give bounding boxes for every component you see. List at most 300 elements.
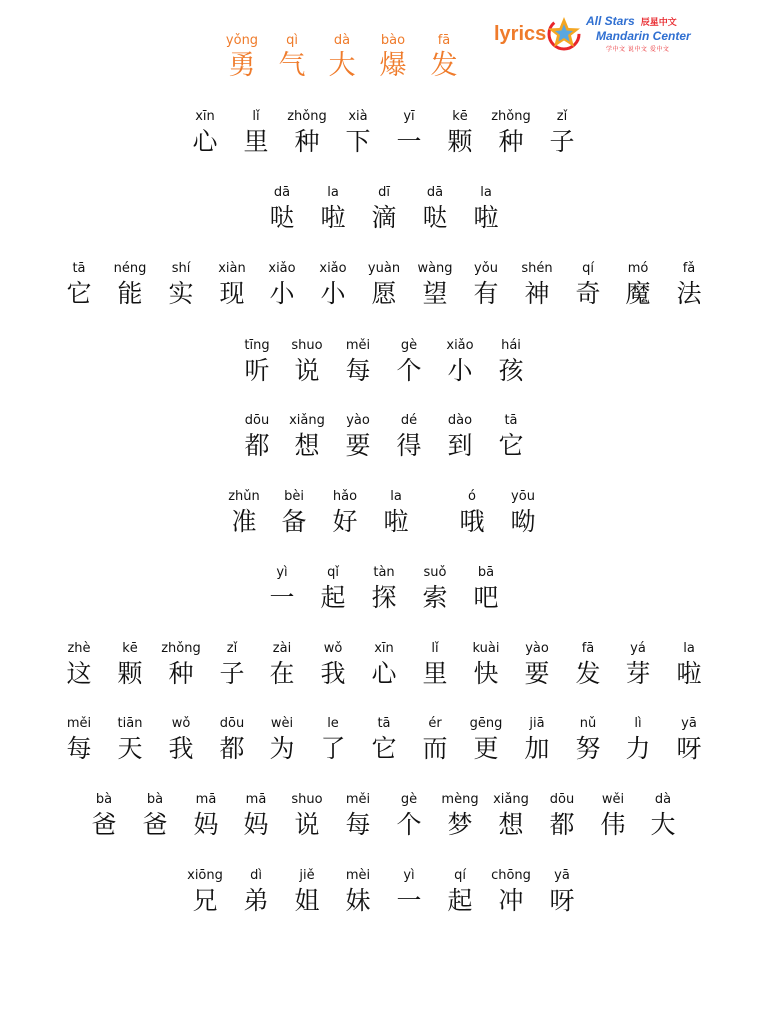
lyric-character [318, 488, 372, 538]
lyric-character [306, 564, 360, 614]
pinyin: xiǎo [446, 338, 474, 353]
lyric-character [369, 488, 423, 538]
logo-title: All Stars 辰星中文 [586, 14, 677, 28]
hanzi: 这 [66, 659, 92, 688]
lyric-character [357, 260, 411, 310]
pinyin: tīng [244, 338, 270, 353]
lyric-line [0, 867, 768, 923]
pinyin: qì [286, 33, 298, 48]
pinyin: wǒ [171, 716, 191, 731]
lyric-character [306, 640, 360, 690]
lyric-character [52, 640, 106, 690]
pinyin: yuàn [367, 261, 401, 276]
hanzi: 气 [278, 50, 306, 81]
hanzi: 啦 [320, 203, 346, 232]
hanzi: 它 [371, 734, 397, 763]
lyric-character [230, 412, 284, 462]
hanzi: 想 [498, 810, 524, 839]
hanzi: 吧 [473, 583, 499, 612]
lyric-character [103, 640, 157, 690]
pinyin: lì [634, 716, 642, 731]
pinyin: la [390, 489, 402, 504]
lyric-character [52, 260, 106, 310]
hanzi: 颗 [447, 127, 473, 156]
lyric-character [382, 867, 436, 917]
lyric-line [0, 108, 768, 164]
pinyin: xiǎo [319, 261, 347, 276]
song-title [0, 32, 768, 88]
pinyin: shén [521, 261, 553, 276]
lyric-character [357, 184, 411, 234]
lyric-character [382, 108, 436, 158]
lyric-character [280, 867, 334, 917]
hanzi: 一 [269, 583, 295, 612]
hanzi: 愿 [371, 279, 397, 308]
lyric-character [205, 640, 259, 690]
hanzi: 到 [447, 431, 473, 460]
hanzi: 起 [447, 886, 473, 915]
pinyin: yōu [511, 489, 535, 504]
pinyin: dé [400, 413, 418, 428]
pinyin: yì [403, 868, 415, 883]
pinyin: měi [345, 338, 371, 353]
pinyin: tàn [373, 565, 395, 580]
lyric-character [215, 32, 269, 82]
pinyin: gè [400, 338, 418, 353]
hanzi: 它 [498, 431, 524, 460]
lyric-character [484, 108, 538, 158]
hanzi: 在 [269, 659, 295, 688]
hanzi: 说 [294, 810, 320, 839]
lyric-character [265, 32, 319, 82]
pinyin: kē [122, 641, 138, 656]
lyric-line [0, 260, 768, 316]
lyric-character [510, 260, 564, 310]
lyric-character [315, 32, 369, 82]
lyric-character [357, 640, 411, 690]
lyric-character [280, 337, 334, 387]
lyric-character [535, 867, 589, 917]
lyric-character [331, 108, 385, 158]
hanzi: 能 [117, 279, 143, 308]
lyric-character [535, 108, 589, 158]
pinyin: yǒu [474, 261, 498, 276]
hanzi: 小 [269, 279, 295, 308]
pinyin: wèi [270, 716, 294, 731]
hanzi: 一 [396, 886, 422, 915]
hanzi: 发 [430, 50, 458, 81]
hanzi: 伟 [600, 810, 626, 839]
hanzi: 现 [219, 279, 245, 308]
lyric-character [459, 564, 513, 614]
hanzi: 啦 [473, 203, 499, 232]
lyric-character [255, 564, 309, 614]
pinyin: bào [380, 33, 406, 48]
lyric-character [154, 640, 208, 690]
hanzi: 个 [396, 810, 422, 839]
logo-chinese-name: 辰星中文 [640, 17, 677, 27]
pinyin: měi [66, 716, 92, 731]
pinyin: suǒ [423, 565, 447, 580]
pinyin: shuo [291, 792, 323, 807]
lyric-character [433, 108, 487, 158]
hanzi: 梦 [447, 810, 473, 839]
lyric-character [433, 412, 487, 462]
pinyin: mā [245, 792, 267, 807]
pinyin: dōu [219, 716, 245, 731]
pinyin: hái [501, 338, 521, 353]
lyric-character [586, 791, 640, 841]
pinyin: shí [171, 261, 191, 276]
hanzi: 有 [473, 279, 499, 308]
hanzi: 姐 [294, 886, 320, 915]
pinyin: gēng [469, 716, 503, 731]
lyric-character [154, 715, 208, 765]
lyric-character [535, 791, 589, 841]
lyric-character [662, 715, 716, 765]
lyric-character [662, 640, 716, 690]
lyric-character [611, 260, 665, 310]
pinyin: yā [554, 868, 570, 883]
pinyin: fā [581, 641, 595, 656]
pinyin: tā [377, 716, 391, 731]
lyric-character [408, 184, 462, 234]
pinyin: xiǎo [268, 261, 296, 276]
hanzi: 努 [575, 734, 601, 763]
lyric-character [229, 108, 283, 158]
hanzi: 里 [243, 127, 269, 156]
pinyin: yá [630, 641, 646, 656]
pinyin: dào [447, 413, 473, 428]
pinyin: jiě [299, 868, 315, 883]
pinyin: lǐ [431, 641, 439, 656]
hanzi: 听 [244, 356, 270, 385]
lyric-character [306, 260, 360, 310]
pinyin: kē [452, 109, 468, 124]
lyric-character [255, 640, 309, 690]
lyric-character [77, 791, 131, 841]
lyric-character [103, 260, 157, 310]
pinyin: hǎo [332, 489, 358, 504]
lyric-character [357, 715, 411, 765]
hanzi: 每 [345, 810, 371, 839]
hanzi: 望 [422, 279, 448, 308]
lyric-character [496, 488, 550, 538]
lyric-character [408, 640, 462, 690]
pinyin: yào [346, 413, 370, 428]
hanzi: 快 [473, 659, 499, 688]
pinyin: xiōng [187, 868, 223, 883]
pinyin: bèi [284, 489, 304, 504]
hanzi: 每 [345, 356, 371, 385]
hanzi: 了 [320, 734, 346, 763]
pinyin: yā [681, 716, 697, 731]
lyric-character [433, 867, 487, 917]
lyric-character [484, 867, 538, 917]
hanzi: 天 [117, 734, 143, 763]
pinyin: xiàn [218, 261, 246, 276]
lyric-character [267, 488, 321, 538]
pinyin: la [327, 185, 339, 200]
lyric-character [178, 867, 232, 917]
hanzi: 啦 [383, 507, 409, 536]
pinyin: fā [437, 33, 451, 48]
hanzi: 小 [447, 356, 473, 385]
lyric-character [306, 715, 360, 765]
logo-subtitle: Mandarin Center [596, 29, 691, 43]
pinyin: ér [428, 716, 442, 731]
lyric-character [561, 260, 615, 310]
lyric-character [662, 260, 716, 310]
pinyin: tā [504, 413, 518, 428]
hanzi: 魔 [625, 279, 651, 308]
lyric-character [510, 715, 564, 765]
hanzi: 我 [168, 734, 194, 763]
hanzi: 为 [269, 734, 295, 763]
pinyin: la [480, 185, 492, 200]
pinyin: mèng [441, 792, 479, 807]
pinyin: wǒ [323, 641, 343, 656]
hanzi: 都 [219, 734, 245, 763]
pinyin: yī [403, 109, 415, 124]
pinyin: bā [477, 565, 495, 580]
pinyin: dà [654, 792, 672, 807]
hanzi: 妈 [243, 810, 269, 839]
lyric-line [0, 564, 768, 620]
lyric-character [445, 488, 499, 538]
hanzi: 要 [524, 659, 550, 688]
pinyin: qí [582, 261, 594, 276]
hanzi: 加 [524, 734, 550, 763]
hanzi: 要 [345, 431, 371, 460]
lyric-character [255, 715, 309, 765]
hanzi: 备 [281, 507, 307, 536]
lyric-character [484, 412, 538, 462]
lyric-character [611, 715, 665, 765]
hanzi: 弟 [243, 886, 269, 915]
lyric-line [0, 791, 768, 847]
hanzi: 好 [332, 507, 358, 536]
lyric-character [255, 184, 309, 234]
hanzi: 滴 [371, 203, 397, 232]
lyric-character [611, 640, 665, 690]
pinyin: shuo [291, 338, 323, 353]
pinyin: zhǒng [161, 641, 201, 656]
pinyin: bà [146, 792, 164, 807]
pinyin: zǐ [556, 109, 568, 124]
hanzi: 小 [320, 279, 346, 308]
pinyin: la [683, 641, 695, 656]
pinyin: ó [468, 489, 476, 504]
lyric-character [52, 715, 106, 765]
hanzi: 发 [575, 659, 601, 688]
hanzi: 哒 [269, 203, 295, 232]
hanzi: 一 [396, 127, 422, 156]
pinyin: dā [273, 185, 291, 200]
pinyin: fǎ [682, 261, 696, 276]
lyric-character [154, 260, 208, 310]
hanzi: 得 [396, 431, 422, 460]
lyric-character [217, 488, 271, 538]
hanzi: 大 [328, 50, 356, 81]
pinyin: tā [72, 261, 86, 276]
hanzi: 种 [168, 659, 194, 688]
pinyin: yào [525, 641, 549, 656]
hanzi: 哦 [459, 507, 485, 536]
pinyin: dī [378, 185, 390, 200]
hanzi: 索 [422, 583, 448, 612]
pinyin: dā [426, 185, 444, 200]
pinyin: kuài [472, 641, 500, 656]
lyric-character [408, 260, 462, 310]
lyric-character [280, 791, 334, 841]
pinyin: qí [454, 868, 466, 883]
pinyin: wàng [417, 261, 453, 276]
hanzi: 个 [396, 356, 422, 385]
lyric-character [255, 260, 309, 310]
hanzi: 里 [422, 659, 448, 688]
lyric-character [433, 337, 487, 387]
hanzi: 都 [244, 431, 270, 460]
pinyin: qǐ [327, 565, 339, 580]
pinyin: zhǒng [287, 109, 327, 124]
lyric-character [408, 715, 462, 765]
hanzi: 种 [498, 127, 524, 156]
hanzi: 更 [473, 734, 499, 763]
hanzi: 孩 [498, 356, 524, 385]
pinyin: zhǒng [491, 109, 531, 124]
hanzi: 爆 [379, 50, 407, 81]
pinyin: chōng [491, 868, 531, 883]
pinyin: jiā [529, 716, 545, 731]
lyric-character [128, 791, 182, 841]
lyric-character [484, 337, 538, 387]
hanzi: 奇 [575, 279, 601, 308]
lyric-line [0, 337, 768, 393]
lyric-character [229, 867, 283, 917]
lyric-line [0, 488, 768, 544]
lyric-character [561, 715, 615, 765]
hanzi: 都 [549, 810, 575, 839]
lyric-character [205, 260, 259, 310]
lyric-character [178, 108, 232, 158]
hanzi: 妹 [345, 886, 371, 915]
lyric-character [459, 260, 513, 310]
pinyin: zǐ [226, 641, 238, 656]
hanzi: 大 [650, 810, 676, 839]
hanzi: 探 [371, 583, 397, 612]
hanzi: 心 [371, 659, 397, 688]
pinyin: xiǎng [289, 413, 325, 428]
lyric-character [459, 715, 513, 765]
lyric-character [417, 32, 471, 82]
hanzi: 哒 [422, 203, 448, 232]
hanzi: 心 [192, 127, 218, 156]
lyric-character [331, 412, 385, 462]
hanzi: 下 [345, 127, 371, 156]
lyric-character [561, 640, 615, 690]
lyric-character [331, 337, 385, 387]
pinyin: le [327, 716, 339, 731]
pinyin: xiǎng [493, 792, 529, 807]
hanzi: 冲 [498, 886, 524, 915]
hanzi: 爸 [142, 810, 168, 839]
pinyin: dōu [549, 792, 575, 807]
lyric-character [382, 412, 436, 462]
lyrics-label: lyrics [494, 23, 547, 45]
pinyin: dà [333, 33, 351, 48]
lyric-character [280, 412, 334, 462]
lyric-character [229, 791, 283, 841]
pinyin: xīn [195, 109, 215, 124]
pinyin: tiān [117, 716, 143, 731]
lyric-character [205, 715, 259, 765]
pinyin: bà [95, 792, 113, 807]
hanzi: 它 [66, 279, 92, 308]
hanzi: 想 [294, 431, 320, 460]
hanzi: 种 [294, 127, 320, 156]
lyric-line [0, 715, 768, 771]
hanzi: 法 [676, 279, 702, 308]
lyric-character [280, 108, 334, 158]
lyric-character [459, 184, 513, 234]
hanzi: 呀 [549, 886, 575, 915]
pinyin: zài [272, 641, 292, 656]
hanzi: 呦 [510, 507, 536, 536]
lyric-character [179, 791, 233, 841]
pinyin: yǒng [225, 33, 259, 48]
pinyin: měi [345, 792, 371, 807]
hanzi: 起 [320, 583, 346, 612]
hanzi: 兄 [192, 886, 218, 915]
lyric-character [382, 791, 436, 841]
lyric-character [484, 791, 538, 841]
pinyin: zhè [67, 641, 91, 656]
lyric-line [0, 640, 768, 696]
hanzi: 神 [524, 279, 550, 308]
logo-slogan: 学中文 说中文 爱中文 [606, 46, 670, 53]
lyric-character [331, 791, 385, 841]
hanzi: 呀 [676, 734, 702, 763]
pinyin: wěi [601, 792, 625, 807]
hanzi: 颗 [117, 659, 143, 688]
lyric-character [306, 184, 360, 234]
pinyin: néng [113, 261, 147, 276]
pinyin: gè [400, 792, 418, 807]
pinyin: dì [250, 868, 262, 883]
lyric-character [433, 791, 487, 841]
hanzi: 子 [549, 127, 575, 156]
pinyin: mā [195, 792, 217, 807]
lyric-character [366, 32, 420, 82]
lyric-character [331, 867, 385, 917]
hanzi: 而 [422, 734, 448, 763]
hanzi: 勇 [228, 50, 256, 81]
lyric-character [357, 564, 411, 614]
pinyin: zhǔn [228, 489, 260, 504]
pinyin: dōu [244, 413, 270, 428]
pinyin: mèi [345, 868, 371, 883]
pinyin: nǔ [579, 716, 597, 731]
lyric-character [408, 564, 462, 614]
pinyin: yì [276, 565, 288, 580]
hanzi: 实 [168, 279, 194, 308]
lyric-character [636, 791, 690, 841]
pinyin: xīn [374, 641, 394, 656]
hanzi: 妈 [193, 810, 219, 839]
lyric-character [230, 337, 284, 387]
lyric-character [459, 640, 513, 690]
